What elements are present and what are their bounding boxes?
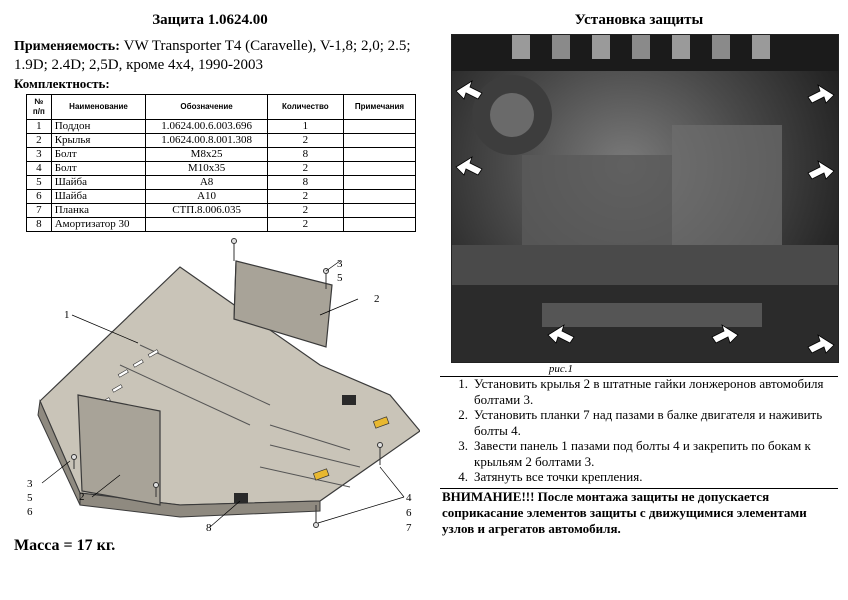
cell-num: 7 xyxy=(27,204,52,218)
cell-notes xyxy=(343,176,415,190)
cell-name: Шайба xyxy=(51,176,146,190)
step-item xyxy=(438,469,838,485)
applicability-block xyxy=(14,37,424,74)
table-row xyxy=(27,218,416,232)
step-number: 3. xyxy=(458,438,468,453)
page-title-right: Установка защиты xyxy=(574,12,704,28)
callout-5-top: 5 xyxy=(337,272,343,284)
damper-block xyxy=(342,395,356,405)
callout-3-top: 3 xyxy=(337,258,343,270)
cell-designation xyxy=(146,218,267,232)
callout-5-left: 5 xyxy=(27,492,33,504)
cell-name: Амортизатор 30 xyxy=(51,218,146,232)
warning-text: ВНИМАНИЕ!!! После монтажа защиты не допускается соприкасание элементов защиты с движущимися элементами узлов и агрегатов автомобиля. xyxy=(442,489,807,536)
cell-notes xyxy=(343,190,415,204)
page-title-left: Защита 1.0624.00 xyxy=(152,12,268,28)
callout-6-right: 6 xyxy=(406,507,412,519)
cell-designation: A8 xyxy=(146,176,267,190)
engine-bay-photo-art xyxy=(452,35,838,362)
table-row xyxy=(27,204,416,218)
cell-quantity: 8 xyxy=(267,176,343,190)
col-header-quantity: Количество xyxy=(267,95,343,120)
table-row xyxy=(27,120,416,134)
install-steps xyxy=(438,376,838,485)
cell-notes xyxy=(343,218,415,232)
callout-2-top: 2 xyxy=(374,293,380,305)
cell-num: 1 xyxy=(27,120,52,134)
callout-8: 8 xyxy=(206,522,212,534)
step-text: Установить крылья 2 в штатные гайки лонжеронов автомобиля болтами 3. xyxy=(474,376,824,407)
table-row xyxy=(27,134,416,148)
cell-quantity: 2 xyxy=(267,190,343,204)
step-number: 1. xyxy=(458,376,468,391)
photo-caption: рис.1 xyxy=(548,363,574,375)
callout-4-right: 4 xyxy=(406,492,412,504)
mass-label: Масса = 17 кг. xyxy=(14,537,116,554)
cell-notes xyxy=(343,148,415,162)
step-item xyxy=(438,376,838,407)
table-row xyxy=(27,176,416,190)
cell-designation: СТП.8.006.035 xyxy=(146,204,267,218)
cell-quantity: 2 xyxy=(267,204,343,218)
callout-7-right: 7 xyxy=(406,522,412,534)
cell-num: 5 xyxy=(27,176,52,190)
damper-block xyxy=(234,493,248,503)
col-header-designation: Обозначение xyxy=(146,95,267,120)
engine-bay-photo xyxy=(451,34,839,363)
cell-notes xyxy=(343,120,415,134)
step-text: Установить планки 7 над пазами в балке двигателя и наживить болты 4. xyxy=(474,407,823,438)
kit-label: Комплектность: xyxy=(14,76,110,91)
col-header-notes: Примечания xyxy=(343,95,415,120)
step-item xyxy=(438,407,838,438)
cell-name: Шайба xyxy=(51,190,146,204)
cell-name: Болт xyxy=(51,162,146,176)
cell-designation: 1.0624.00.6.003.696 xyxy=(146,120,267,134)
cell-num: 3 xyxy=(27,148,52,162)
cell-name: Поддон xyxy=(51,120,146,134)
cell-quantity: 2 xyxy=(267,162,343,176)
assembly-drawing xyxy=(20,235,420,535)
cell-quantity: 2 xyxy=(267,218,343,232)
step-number: 4. xyxy=(458,469,468,484)
cell-designation: A10 xyxy=(146,190,267,204)
cell-quantity: 2 xyxy=(267,134,343,148)
cell-num: 4 xyxy=(27,162,52,176)
left-wing-bracket xyxy=(78,395,160,505)
callout-2-bottom: 2 xyxy=(79,491,85,503)
table-row xyxy=(27,148,416,162)
table-row xyxy=(27,162,416,176)
cell-notes xyxy=(343,134,415,148)
table-header-row xyxy=(27,95,416,120)
cell-quantity: 8 xyxy=(267,148,343,162)
col-header-num: № п/п xyxy=(27,95,52,120)
callout-1: 1 xyxy=(64,309,70,321)
applicability-text: VW Transporter T4 (Caravelle), V-1,8; 2,0; 2.5; 1.9D; 2.4D; 2,5D, кроме 4х4, 1990-2003 xyxy=(14,38,411,73)
step-item xyxy=(438,438,838,469)
cell-designation: 1.0624.00.8.001.308 xyxy=(146,134,267,148)
col-header-name: Наименование xyxy=(51,95,146,120)
cell-num: 6 xyxy=(27,190,52,204)
cell-name: Планка xyxy=(51,204,146,218)
cell-num: 8 xyxy=(27,218,52,232)
step-number: 2. xyxy=(458,407,468,422)
cell-name: Болт xyxy=(51,148,146,162)
cell-name: Крылья xyxy=(51,134,146,148)
cell-notes xyxy=(343,162,415,176)
callout-6-left: 6 xyxy=(27,506,33,518)
cell-num: 2 xyxy=(27,134,52,148)
table-row xyxy=(27,190,416,204)
cell-designation: M10x35 xyxy=(146,162,267,176)
step-text: Завести панель 1 пазами под болты 4 и закрепить по бокам к крыльям 2 болтами 3. xyxy=(474,438,811,469)
cell-notes xyxy=(343,204,415,218)
applicability-label: Применяемость: xyxy=(14,39,120,54)
step-text: Затянуть все точки крепления. xyxy=(474,469,643,484)
parts-table xyxy=(26,94,416,232)
cell-designation: M8x25 xyxy=(146,148,267,162)
cell-quantity: 1 xyxy=(267,120,343,134)
callout-3-left: 3 xyxy=(27,478,33,490)
